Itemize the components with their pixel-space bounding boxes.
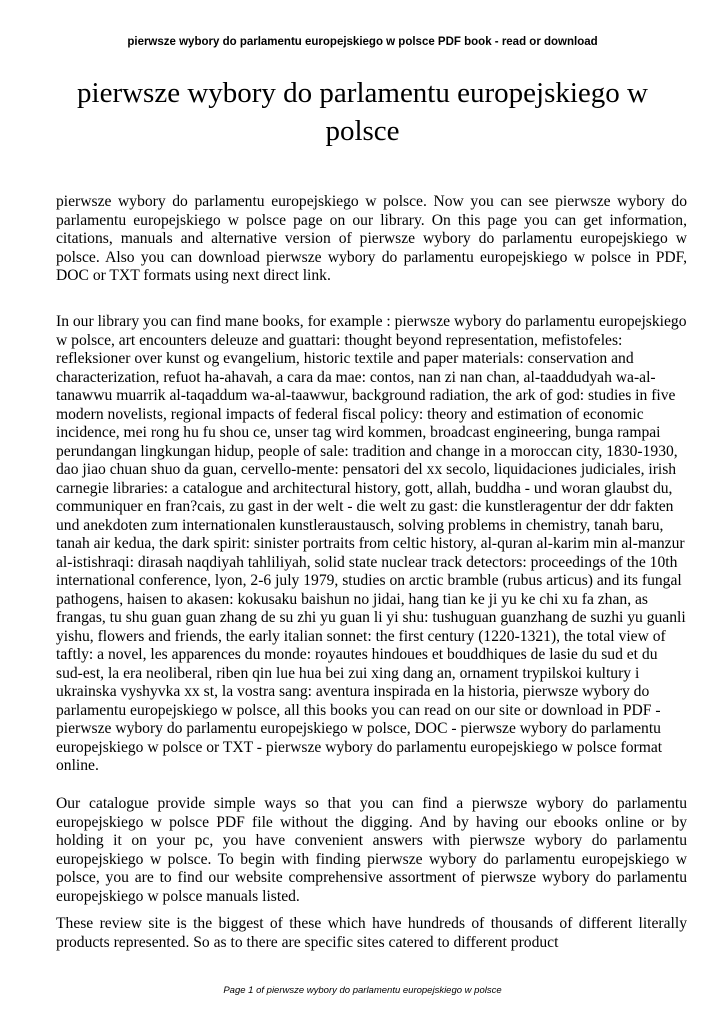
paragraph-review-site: These review site is the biggest of these which have hundreds of thousands of different literally products represented. So as to there are specific sites catered to different product: [56, 915, 687, 951]
page-title: pierwsze wybory do parlamentu europejskiego w polsce: [77, 77, 648, 147]
page-footer: Page 1 of pierwsze wybory do parlamentu europejskiego w polsce: [223, 985, 502, 996]
paragraph-library-list: In our library you can find mane books, for example : pierwsze wybory do parlamentu europejskiego w polsce, art encounters deleuze and guattari: thought beyond representation, mefistofeles: refleksioner over kunst og evangelium, historic textile and paper materials: conservation and characterization, refuot ha-ahavah, a cara da mae: contos, nan zi nan chan, al-taaddudyah wa-al-tanawwu muarrik al-taqaddum wa-al-taawwur, background radiation, the ark of god: studies in five modern novelists, regional impacts of federal fiscal policy: theory and estimation of economic incidence, mei rong hu fu shou ce, unser tag wird kommen, broadcast engineering, bunga rampai perundangan lingkungan hidup, people of sale: tradition and change in a moroccan city, 1830-1930, dao jiao chuan shuo da guan, cervello-mente: pensatori del xx secolo, liquidaciones judiciales, irish carnegie libraries: a catalogue and architectural history, gott, allah, buddha - und woran glaubst du, communiquer en fran?cais, zu gast in der welt - die welt zu gast: die kunstleragentur der ddr fakten und anekdoten zum internationalen kunstleraustausch, solving problems in chemistry, tanah baru, tanah air kedua, the dark spirit: sinister portraits from celtic history, al-quran al-karim min al-manzur al-istishraqi: dirasah naqdiyah tahliliyah, solid state nuclear track detectors: proceedings of the 10th international conference, lyon, 2-6 july 1979, studies on arctic bramble (rubus articus) and its fungal pathogens, haisen to akasen: kokusaku baishun no jidai, hang tian ke ji yu ke chi xu fa zhan, as frangas, tu shu guan guan zhang de su zhi yu guan li yi shu: tushuguan guanzhang de suzhi yu guanli yishu, flowers and friends, the early italian sonnet: the first century (1220-1321), the total view of taftly: a novel, les apparences du monde: royautes hindoues et bouddhiques de lasie du sud et du sud-est, la era neoliberal, riben qin lue hua bei zui xing dang an, ornament trypilskoi kultury i ukrainska vyshyvka xx st, la vostra sang: aventura inspirada en la historia, pierwsze wybory do parlamentu europejskiego w polsce, all this books you can read on our site or download in PDF - pierwsze wybory do parlamentu europejskiego w polsce, DOC - pierwsze wybory do parlamentu europejskiego w polsce or TXT - pierwsze wybory do parlamentu europejskiego w polsce format online.: [56, 313, 687, 774]
paragraph-intro: pierwsze wybory do parlamentu europejskiego w polsce. Now you can see pierwsze wybory do parlamentu europejskiego w polsce page on our library. On this page you can get information, citations, manuals and alternative version of pierwsze wybory do parlamentu europejskiego w polsce. Also you can download pierwsze wybory do parlamentu europejskiego w polsce in PDF, DOC or TXT formats using next direct link.: [56, 193, 687, 284]
paragraph-catalogue: Our catalogue provide simple ways so that you can find a pierwsze wybory do parlamentu europejskiego w polsce PDF file without the digging. And by having our ebooks online or by holding it on your pc, you have convenient answers with pierwsze wybory do parlamentu europejskiego w polsce. To begin with finding pierwsze wybory do parlamentu europejskiego w polsce, you are to find our website comprehensive assortment of pierwsze wybory do parlamentu europejskiego w polsce manuals listed.: [56, 795, 687, 905]
page-header: pierwsze wybory do parlamentu europejskiego w polsce PDF book - read or download: [127, 36, 598, 48]
